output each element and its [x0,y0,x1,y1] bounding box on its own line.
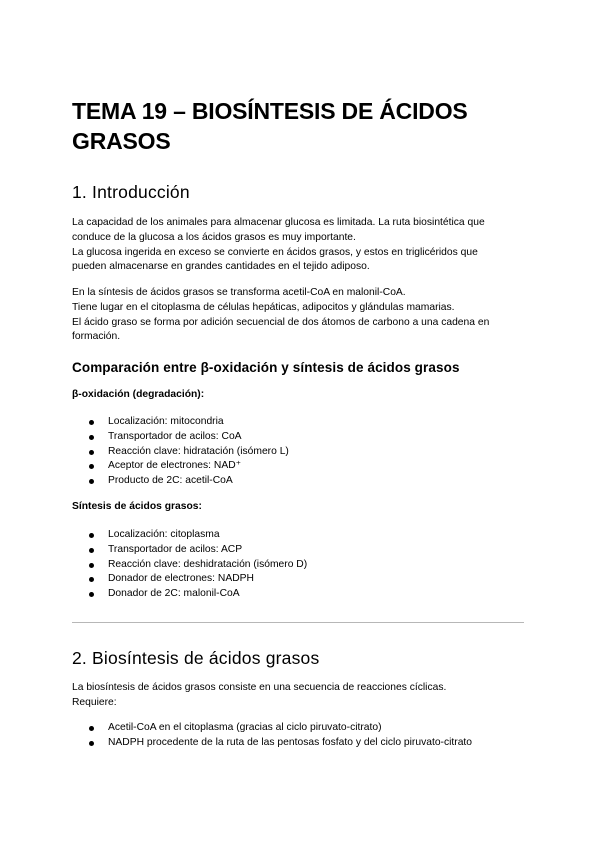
bullet-icon [89,548,94,553]
list-item: Reacción clave: deshidratación (isómero D) [89,558,307,573]
text-line: Requiere: [72,696,117,708]
bullet-icon [89,420,94,425]
bullet-icon [89,479,94,484]
synthesis-list [89,528,307,602]
section-divider [72,622,524,623]
bullet-icon [89,533,94,538]
page-title [72,96,528,156]
synthesis-label: Síntesis de ácidos grasos: [72,501,202,512]
beta-oxidation-list [89,415,289,489]
bullet-icon [89,741,94,746]
list-item: Donador de 2C: malonil-CoA [89,587,307,602]
section-2-heading: 2. Biosíntesis de ácidos grasos [72,648,320,668]
section-1-heading: 1. Introducción [72,182,190,202]
intro-paragraph-2 [72,286,532,345]
bullet-icon [89,563,94,568]
list-item: Localización: citoplasma [89,528,307,543]
title-line: TEMA 19 – BIOSÍNTESIS DE ÁCIDOS [72,98,468,124]
bullet-icon [89,577,94,582]
list-item: Acetil-CoA en el citoplasma (gracias al ciclo piruvato-citrato) [89,721,472,736]
intro-paragraph-1 [72,216,532,275]
list-item: Donador de electrones: NADPH [89,572,307,587]
list-item: Reacción clave: hidratación (isómero L) [89,445,289,460]
list-item: Localización: mitocondria [89,415,289,430]
text-line: El ácido graso se forma por adición secuencial de dos átomos de carbono a una cadena en [72,316,490,328]
bullet-icon [89,464,94,469]
beta-oxidation-label: β-oxidación (degradación): [72,389,205,400]
bullet-icon [89,435,94,440]
text-line: conduce de la glucosa a los ácidos grasos es muy importante. [72,231,356,243]
list-item: Transportador de acilos: CoA [89,430,289,445]
text-line: pueden almacenarse en grandes cantidades en el tejido adiposo. [72,261,370,273]
list-item: Aceptor de electrones: NAD⁺ [89,459,289,474]
text-line: formación. [72,331,121,343]
text-line: La glucosa ingerida en exceso se convierte en ácidos grasos, y estos en triglicéridos que [72,246,478,258]
list-item: NADPH procedente de la ruta de las pentosas fosfato y del ciclo piruvato-citrato [89,736,472,751]
text-line: La capacidad de los animales para almacenar glucosa es limitada. La ruta biosintética que [72,217,485,228]
text-line: En la síntesis de ácidos grasos se transforma acetil-CoA en malonil-CoA. [72,287,406,298]
bullet-icon [89,726,94,731]
bullet-icon [89,592,94,597]
bullet-icon [89,450,94,455]
text-line: La biosíntesis de ácidos grasos consiste en una secuencia de reacciones cíclicas. [72,682,447,693]
title-line: GRASOS [72,128,171,154]
list-item: Transportador de acilos: ACP [89,543,307,558]
section-2-paragraph [72,681,532,711]
requirements-list [89,721,472,751]
list-item: Producto de 2C: acetil-CoA [89,474,289,489]
text-line: Tiene lugar en el citoplasma de células hepáticas, adipocitos y glándulas mamarias. [72,301,455,313]
comparison-subheading: Comparación entre β-oxidación y síntesis de ácidos grasos [72,360,460,375]
